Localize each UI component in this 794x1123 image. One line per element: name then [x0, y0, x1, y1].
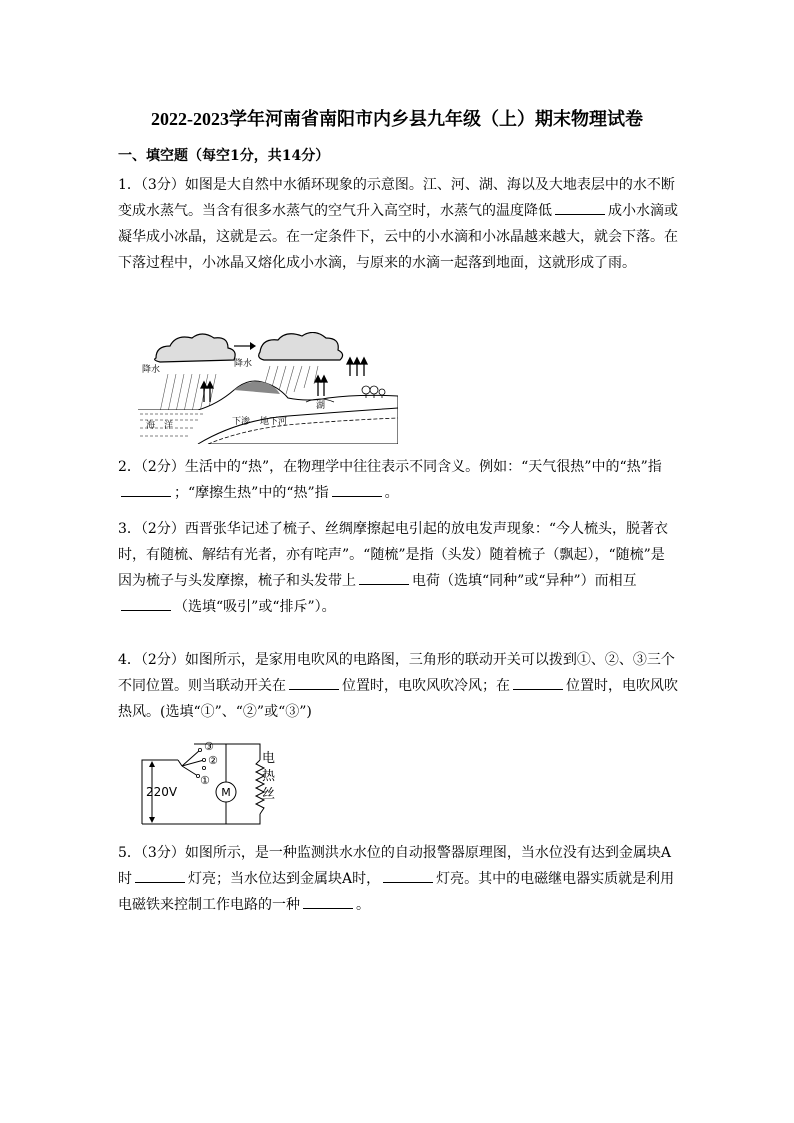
- question-number: 1．（3分）: [118, 177, 185, 193]
- question-number: 2．（2分）: [118, 459, 185, 475]
- question-text: （选填“吸引”或“排斥”）。: [174, 599, 336, 615]
- question-number: 4．（2分）: [118, 652, 185, 668]
- heater-label: 电热丝: [262, 751, 276, 802]
- rain-label: 降水: [142, 365, 161, 375]
- question-4: [118, 647, 678, 725]
- hair-dryer-circuit-figure: [138, 740, 278, 828]
- question-2: [118, 454, 678, 506]
- question-text: 电荷（选填“同种”或“异种”）而相互: [412, 573, 637, 589]
- motor-label: M: [221, 786, 231, 799]
- switch-position-2: ②: [208, 754, 218, 767]
- answer-blank[interactable]: [359, 570, 409, 585]
- question-number: 3．（2分）: [118, 521, 185, 537]
- lake-label: 湖: [316, 401, 326, 411]
- sea-label: 海 洋: [146, 421, 174, 431]
- answer-blank[interactable]: [383, 868, 433, 883]
- question-text: 灯亮；当水位达到金属块A时，: [188, 871, 381, 887]
- question-1: [118, 172, 678, 276]
- answer-blank[interactable]: [121, 596, 171, 611]
- answer-blank[interactable]: [332, 482, 382, 497]
- question-text: 如图是大自然中水循环现象的示意图。江、河、湖、海以及大地表层中的水不断变成水蒸气。当含有很多水蒸气的空气升入高空时，水蒸气的温度降低: [118, 177, 675, 219]
- question-text: 生活中的“热”，在物理学中往往表示不同含义。例如：“天气很热”中的“热”指: [184, 459, 662, 475]
- question-text: ；“摩擦生热”中的“热”指: [174, 485, 329, 501]
- rain-label: 降水: [234, 359, 253, 369]
- page-title: 2022-2023学年河南省南阳市内乡县九年级（上）期末物理试卷: [151, 109, 643, 129]
- question-number: 5．（3分）: [118, 845, 185, 861]
- answer-blank[interactable]: [555, 200, 605, 215]
- question-3: [118, 516, 678, 620]
- voltage-label: 220V: [146, 785, 178, 799]
- question-text: 位置时，电吹风吹冷风；在: [342, 678, 510, 694]
- section-heading: 一、填空题（每空1分，共14分）: [118, 148, 330, 164]
- switch-position-1: ①: [200, 774, 210, 787]
- switch-position-3: ③: [204, 740, 214, 753]
- answer-blank[interactable]: [121, 482, 171, 497]
- question-text: 如图所示，是家用电吹风的电路图，三角形的联动开关可以拨到①、②、③三个不同位置。则当联动开关在: [118, 652, 675, 694]
- underground-river-label: 地下河: [260, 417, 288, 427]
- question-5: [118, 840, 678, 918]
- question-text: 。: [384, 485, 399, 501]
- question-text: 成小水滴或凝华成小冰晶，这就是云。在一定条件下，云中的小水滴和小冰晶越来越大，就会下落。在下落过程中，小冰晶又熔化成小水滴，与原来的水滴一起落到地面，这就形成了雨。: [118, 203, 678, 271]
- question-text: 西晋张华记述了梳子、丝绸摩擦起电引起的放电发声现象：“今人梳头，脱著衣时，有随梳、解结有光者，亦有咤声”。“随梳”是指（头发）随着梳子（飘起），“随梳”是因为梳子与头发摩擦，梳子和头发带上: [118, 521, 668, 589]
- seep-label: 下渗: [232, 417, 251, 427]
- answer-blank[interactable]: [135, 868, 185, 883]
- question-text: 位置时，电吹风吹热风。(选填“①”、“②”或“③”): [118, 678, 678, 720]
- answer-blank[interactable]: [289, 675, 339, 690]
- answer-blank[interactable]: [513, 675, 563, 690]
- question-text: 如图所示，是一种监测洪水水位的自动报警器原理图，当水位没有达到金属块A时: [118, 845, 671, 887]
- answer-blank[interactable]: [303, 894, 353, 909]
- question-text: 灯亮。其中的电磁继电器实质就是利用电磁铁来控制工作电路的一种: [118, 871, 675, 913]
- question-text: 。: [356, 897, 370, 913]
- water-cycle-figure: [138, 332, 398, 444]
